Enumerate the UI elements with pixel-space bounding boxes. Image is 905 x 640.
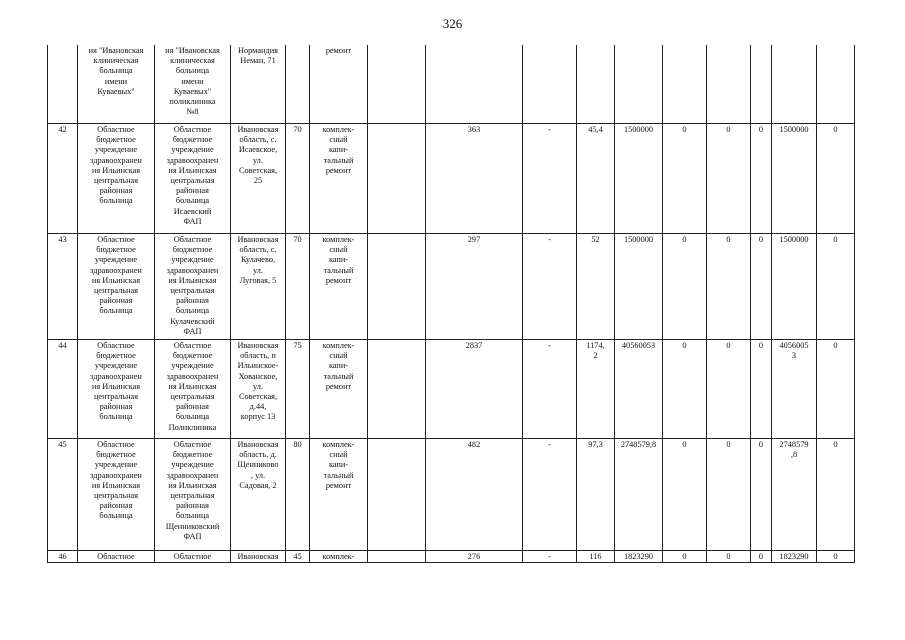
federal-cell: 0 bbox=[663, 439, 707, 551]
work-type-cell: комплек- сный капи- тальный ремонт bbox=[310, 439, 368, 551]
object-name-cell: ия "Ивановская клиническая больница имени Куваевых" поликлиника №8 bbox=[155, 45, 231, 124]
dash-cell: - bbox=[523, 340, 577, 439]
area-cell: 363 bbox=[426, 124, 523, 234]
blank-cell bbox=[368, 439, 426, 551]
row-number-cell: 43 bbox=[48, 234, 78, 340]
total-cost-cell: 1500000 bbox=[615, 234, 663, 340]
blank-cell bbox=[368, 234, 426, 340]
other-sources-cell bbox=[772, 45, 817, 124]
object-name-cell: Областное bbox=[155, 551, 231, 563]
dash-cell: - bbox=[523, 439, 577, 551]
extra-cell bbox=[817, 45, 855, 124]
organization-cell: ия "Ивановская клиническая больница имени Куваевых" bbox=[78, 45, 155, 124]
table-row bbox=[48, 124, 855, 234]
dash-cell: - bbox=[523, 234, 577, 340]
extra-cell: 0 bbox=[817, 124, 855, 234]
total-cost-cell: 1500000 bbox=[615, 124, 663, 234]
blank-cell bbox=[368, 45, 426, 124]
object-name-cell: Областное бюджетное учреждение здравоохранен ия Ильинская центральная районная больница Щенниковский ФАП bbox=[155, 439, 231, 551]
regional-cell bbox=[707, 45, 751, 124]
table-row bbox=[48, 234, 855, 340]
area-cell bbox=[426, 45, 523, 124]
local-cell bbox=[751, 45, 772, 124]
extra-cell: 0 bbox=[817, 340, 855, 439]
extra-cell: 0 bbox=[817, 234, 855, 340]
capacity-cell: 97,3 bbox=[577, 439, 615, 551]
other-sources-cell: 2748579 ,8 bbox=[772, 439, 817, 551]
work-type-cell: комплек- сный капи- тальный ремонт bbox=[310, 234, 368, 340]
local-cell: 0 bbox=[751, 124, 772, 234]
area-cell: 2837 bbox=[426, 340, 523, 439]
organization-cell: Областное бюджетное учреждение здравоохранен ия Ильинская центральная районная больница bbox=[78, 340, 155, 439]
row-number-cell: 42 bbox=[48, 124, 78, 234]
objects-table bbox=[47, 45, 855, 563]
table-row bbox=[48, 551, 855, 563]
capacity-cell: 1174, 2 bbox=[577, 340, 615, 439]
wear-percent-cell: 75 bbox=[286, 340, 310, 439]
wear-percent-cell: 45 bbox=[286, 551, 310, 563]
dash-cell: - bbox=[523, 124, 577, 234]
address-cell: Ивановская bbox=[231, 551, 286, 563]
wear-percent-cell: 70 bbox=[286, 234, 310, 340]
federal-cell bbox=[663, 45, 707, 124]
area-cell: 297 bbox=[426, 234, 523, 340]
work-type-cell: комплек- bbox=[310, 551, 368, 563]
row-number-cell: 44 bbox=[48, 340, 78, 439]
capacity-cell: 45,4 bbox=[577, 124, 615, 234]
object-name-cell: Областное бюджетное учреждение здравоохранен ия Ильинская центральная районная больница Исаевский ФАП bbox=[155, 124, 231, 234]
total-cost-cell bbox=[615, 45, 663, 124]
organization-cell: Областное bbox=[78, 551, 155, 563]
federal-cell: 0 bbox=[663, 124, 707, 234]
regional-cell: 0 bbox=[707, 234, 751, 340]
blank-cell bbox=[368, 124, 426, 234]
regional-cell: 0 bbox=[707, 340, 751, 439]
work-type-cell: комплек- сный капи- тальный ремонт bbox=[310, 340, 368, 439]
table-row bbox=[48, 340, 855, 439]
address-cell: Нормандия Неман, 71 bbox=[231, 45, 286, 124]
other-sources-cell: 1823290 bbox=[772, 551, 817, 563]
object-name-cell: Областное бюджетное учреждение здравоохранен ия Ильинская центральная районная больница Кулачевский ФАП bbox=[155, 234, 231, 340]
dash-cell bbox=[523, 45, 577, 124]
other-sources-cell: 1500000 bbox=[772, 124, 817, 234]
wear-percent-cell: 70 bbox=[286, 124, 310, 234]
table-row bbox=[48, 439, 855, 551]
address-cell: Ивановская область, д. Щенниково , ул. Садовая, 2 bbox=[231, 439, 286, 551]
address-cell: Ивановская область, п Ильинское- Хованское, ул. Советская, д.44, корпус 13 bbox=[231, 340, 286, 439]
capacity-cell: 116 bbox=[577, 551, 615, 563]
row-number-cell: 45 bbox=[48, 439, 78, 551]
local-cell: 0 bbox=[751, 439, 772, 551]
organization-cell: Областное бюджетное учреждение здравоохранен ия Ильинская центральная районная больница bbox=[78, 124, 155, 234]
total-cost-cell: 2748579,8 bbox=[615, 439, 663, 551]
extra-cell: 0 bbox=[817, 551, 855, 563]
address-cell: Ивановская область, с. Кулачево, ул. Луговая, 5 bbox=[231, 234, 286, 340]
row-number-cell: 46 bbox=[48, 551, 78, 563]
local-cell: 0 bbox=[751, 551, 772, 563]
wear-percent-cell: 80 bbox=[286, 439, 310, 551]
table-row bbox=[48, 45, 855, 124]
wear-percent-cell bbox=[286, 45, 310, 124]
row-number-cell bbox=[48, 45, 78, 124]
object-name-cell: Областное бюджетное учреждение здравоохранен ия Ильинская центральная районная больница Поликлиника bbox=[155, 340, 231, 439]
work-type-cell: комплек- сный капи- тальный ремонт bbox=[310, 124, 368, 234]
regional-cell: 0 bbox=[707, 551, 751, 563]
area-cell: 276 bbox=[426, 551, 523, 563]
federal-cell: 0 bbox=[663, 234, 707, 340]
organization-cell: Областное бюджетное учреждение здравоохранен ия Ильинская центральная районная больница bbox=[78, 439, 155, 551]
dash-cell: - bbox=[523, 551, 577, 563]
other-sources-cell: 1500000 bbox=[772, 234, 817, 340]
extra-cell: 0 bbox=[817, 439, 855, 551]
local-cell: 0 bbox=[751, 234, 772, 340]
page-number: 326 bbox=[442, 16, 463, 31]
blank-cell bbox=[368, 551, 426, 563]
federal-cell: 0 bbox=[663, 551, 707, 563]
organization-cell: Областное бюджетное учреждение здравоохранен ия Ильинская центральная районная больница bbox=[78, 234, 155, 340]
local-cell: 0 bbox=[751, 340, 772, 439]
work-type-cell: ремонт bbox=[310, 45, 368, 124]
other-sources-cell: 4056005 3 bbox=[772, 340, 817, 439]
regional-cell: 0 bbox=[707, 124, 751, 234]
capacity-cell: 52 bbox=[577, 234, 615, 340]
regional-cell: 0 bbox=[707, 439, 751, 551]
capacity-cell bbox=[577, 45, 615, 124]
area-cell: 482 bbox=[426, 439, 523, 551]
total-cost-cell: 1823290 bbox=[615, 551, 663, 563]
federal-cell: 0 bbox=[663, 340, 707, 439]
total-cost-cell: 40560053 bbox=[615, 340, 663, 439]
blank-cell bbox=[368, 340, 426, 439]
address-cell: Ивановская область, с. Исаевское, ул. Советская, 25 bbox=[231, 124, 286, 234]
